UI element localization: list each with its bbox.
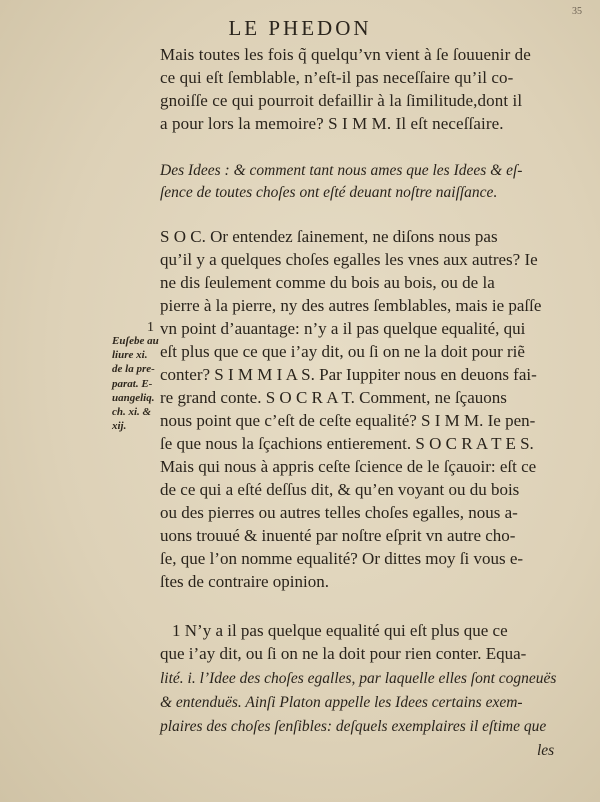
text-line: S O C. Or entendez ſainement, ne diſons nous pas bbox=[160, 227, 498, 246]
text-line: a pour lors la memoire? S I M M. Il eſt neceſſaire. bbox=[160, 114, 504, 133]
text-line: nous point que c’eſt de ceſte equalité? S I M M. Ie pen- bbox=[160, 411, 536, 430]
section-note: ſence de toutes choſes ont eſté deuant noſtre naiſſance. bbox=[160, 184, 498, 201]
margin-note-line: xij. bbox=[112, 420, 127, 433]
text-line: ne dis ſeulement comme du bois au bois, ou de la bbox=[160, 273, 495, 292]
text-line: de ce qui a eſté deſſus dit, & qu’en voyant ou du bois bbox=[160, 480, 520, 499]
margin-note-line: liure xi. bbox=[112, 349, 148, 362]
margin-note-line: parat. E- bbox=[112, 377, 153, 390]
page-number: 35 bbox=[572, 6, 582, 17]
margin-note-line: de la pre- bbox=[112, 363, 155, 376]
text-line: ſe que nous la ſçachions entierement. S O C R A T E S. bbox=[160, 434, 534, 453]
text-line: ce qui eſt ſemblable, n’eſt-il pas neceſſaire qu’il co- bbox=[160, 68, 514, 87]
text-line: qu’il y a quelques choſes egalles les vnes aux autres? Ie bbox=[160, 250, 538, 269]
footnote-line: plaires des choſes ſenſibles: deſquels exemplaires il eſtime que bbox=[160, 718, 547, 735]
footnote-line: lité. i. l’Idee des choſes egalles, par laquelle elles ſont cogneuës bbox=[160, 670, 557, 687]
margin-note-line: ch. xi. & bbox=[112, 406, 152, 419]
text-line: uons trouué & inuenté par noſtre eſprit vn autre cho- bbox=[160, 526, 516, 545]
running-head: LE PHEDON bbox=[228, 16, 372, 40]
margin-note-line: uangeliq. bbox=[112, 391, 155, 404]
text-line: conter? S I M M I A S. Par Iuppiter nous en deuons fai- bbox=[160, 365, 537, 384]
catchword: les bbox=[537, 742, 555, 759]
margin-note bbox=[112, 334, 164, 433]
text-line: pierre à la pierre, ny des autres ſemblables, mais ie paſſe bbox=[160, 296, 542, 315]
section-note: Des Idees : & comment tant nous ames que les Idees & eſ- bbox=[160, 162, 523, 179]
text-line: vn point d’auantage: n’y a il pas quelque equalité, qui bbox=[160, 319, 526, 338]
text-line: eſt plus que ce que i’ay dit, ou ſi on ne la doit pour riẽ bbox=[160, 342, 525, 361]
margin-note-line: Euſebe au bbox=[112, 335, 159, 347]
text-line: ou des pierres ou autres telles choſes egalles, nous a- bbox=[160, 503, 518, 522]
text-line: Mais qui nous à appris ceſte ſcience de le ſçauoir: eſt ce bbox=[160, 457, 537, 476]
footnote-line: & entenduës. Ainſi Platon appelle les Idees certains exem- bbox=[160, 694, 523, 711]
text-line: re grand conte. S O C R A T. Comment, ne ſçauons bbox=[160, 388, 507, 407]
footnote-line: 1 N’y a il pas quelque equalité qui eſt plus que ce bbox=[172, 621, 508, 640]
text-line: ſtes de contraire opinion. bbox=[160, 572, 330, 591]
text-line: gnoiſſe ce qui pourroit defaillir à la ſimilitude,dont il bbox=[160, 91, 523, 110]
footnote-line: que i’ay dit, ou ſi on ne la doit pour rien conter. Equa- bbox=[160, 644, 527, 663]
note-marker: 1 bbox=[147, 320, 154, 335]
text-line: Mais toutes les fois q̃ quelqu’vn vient à ſe ſouuenir de bbox=[160, 45, 531, 64]
text-line: ſe, que l’on nomme equalité? Or dittes moy ſi vous e- bbox=[160, 549, 524, 568]
